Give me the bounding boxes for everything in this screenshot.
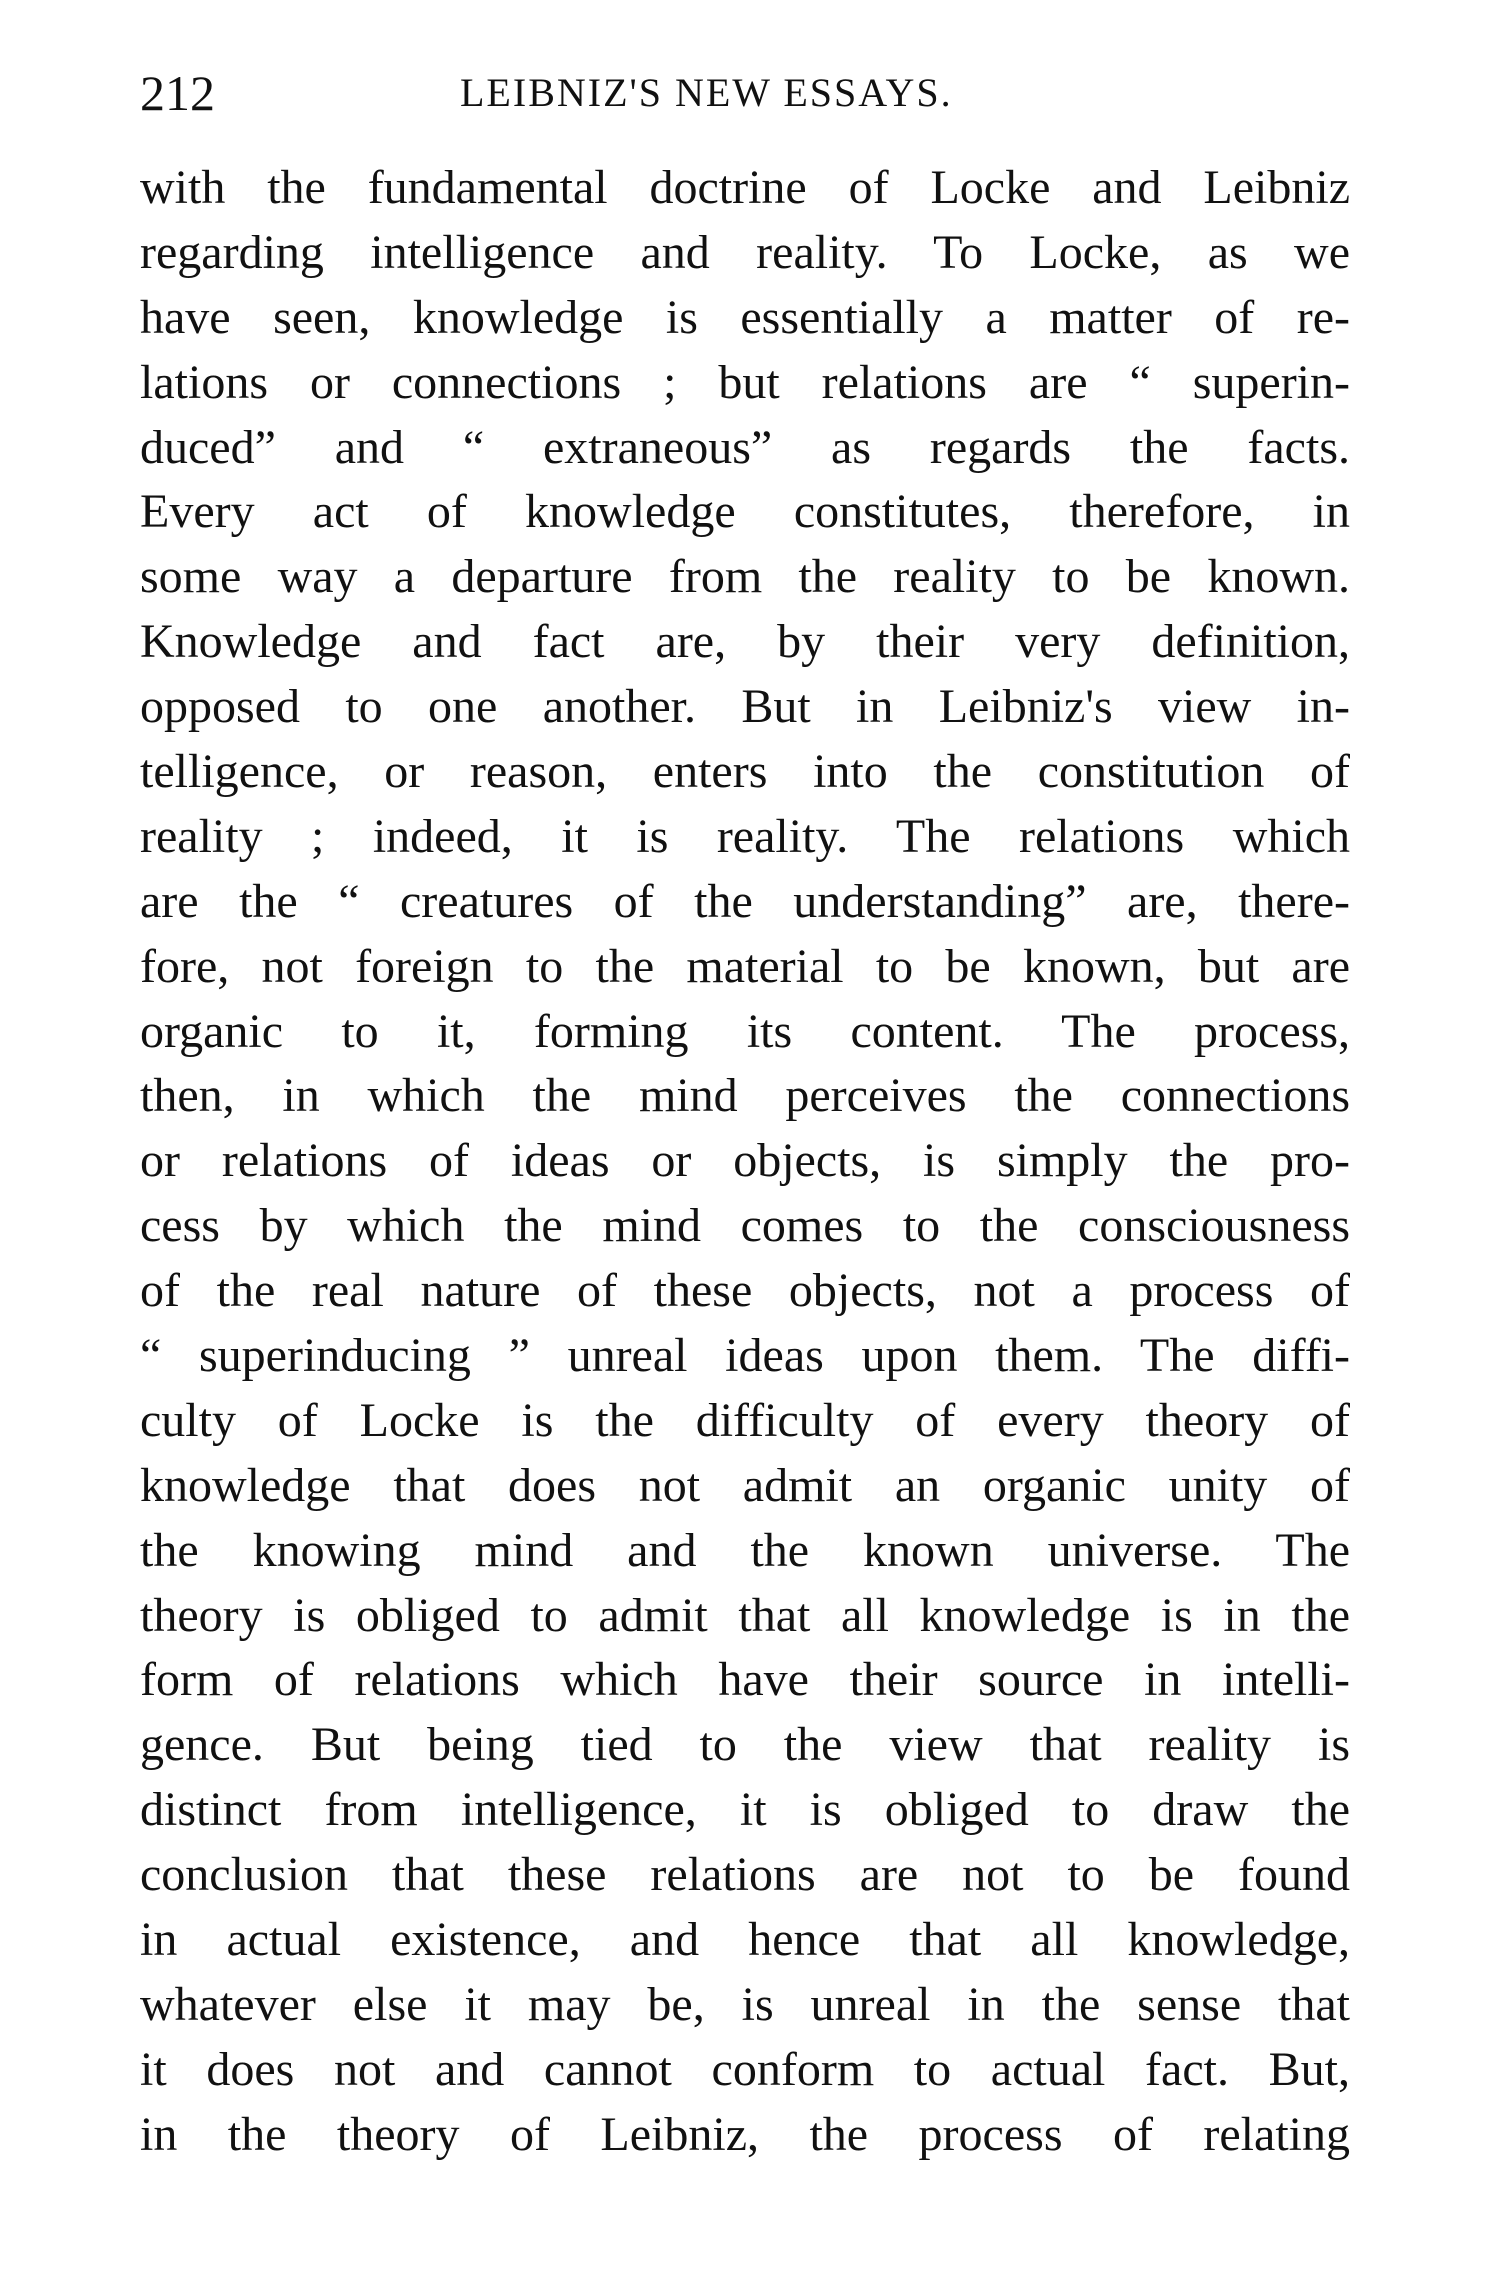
text-line: Every act of knowledge constitutes, therefore, in — [140, 485, 1350, 539]
text-line: knowledge that does not admit an organic unity of — [140, 1458, 1350, 1512]
text-line: “ superinducing ” unreal ideas upon them. The diffi- — [140, 1329, 1350, 1383]
text-line: duced” and “ extraneous” as regards the facts. — [140, 420, 1350, 474]
text-line: distinct from intelligence, it is obliged to draw the — [140, 1783, 1350, 1837]
text-line: then, in which the mind perceives the connections — [140, 1069, 1350, 1123]
body-text — [140, 156, 1350, 2168]
text-line: conclusion that these relations are not to be found — [140, 1848, 1350, 1902]
text-line: some way a departure from the reality to be known. — [140, 550, 1350, 604]
page-number: 212 — [140, 65, 215, 121]
text-line: fore, not foreign to the material to be known, but are — [140, 939, 1350, 993]
text-line: lations or connections ; but relations are “ superin- — [140, 355, 1350, 409]
text-line: Knowledge and fact are, by their very definition, — [140, 615, 1350, 669]
text-line: telligence, or reason, enters into the constitution of — [140, 745, 1350, 799]
text-line: have seen, knowledge is essentially a matter of re- — [140, 290, 1350, 344]
text-line: opposed to one another. But in Leibniz's view in- — [140, 680, 1350, 734]
text-line: cess by which the mind comes to the consciousness — [140, 1199, 1350, 1253]
text-line: regarding intelligence and reality. To Locke, as we — [140, 225, 1350, 279]
text-line: reality ; indeed, it is reality. The relations which — [140, 809, 1350, 863]
text-line: are the “ creatures of the understanding” are, there- — [140, 874, 1350, 928]
text-line: gence. But being tied to the view that reality is — [140, 1718, 1350, 1772]
text-line: theory is obliged to admit that all knowledge is in the — [140, 1588, 1350, 1642]
text-line: of the real nature of these objects, not a process of — [140, 1264, 1350, 1318]
running-title: LEIBNIZ'S NEW ESSAYS. — [460, 70, 953, 115]
text-line: organic to it, forming its content. The process, — [140, 1004, 1350, 1058]
text-line: culty of Locke is the difficulty of every theory of — [140, 1393, 1350, 1447]
text-line: or relations of ideas or objects, is simply the pro- — [140, 1134, 1350, 1188]
text-line: form of relations which have their source in intelli- — [140, 1653, 1350, 1707]
text-line: in the theory of Leibniz, the process of relating — [140, 2107, 1350, 2161]
text-line: with the fundamental doctrine of Locke and Leibniz — [140, 161, 1350, 214]
text-line: whatever else it may be, is unreal in the sense that — [140, 1977, 1350, 2031]
text-line: the knowing mind and the known universe. The — [140, 1523, 1350, 1577]
page-header — [140, 58, 1350, 128]
text-line: it does not and cannot conform to actual fact. But, — [140, 2042, 1350, 2096]
text-line: in actual existence, and hence that all knowledge, — [140, 1913, 1350, 1967]
